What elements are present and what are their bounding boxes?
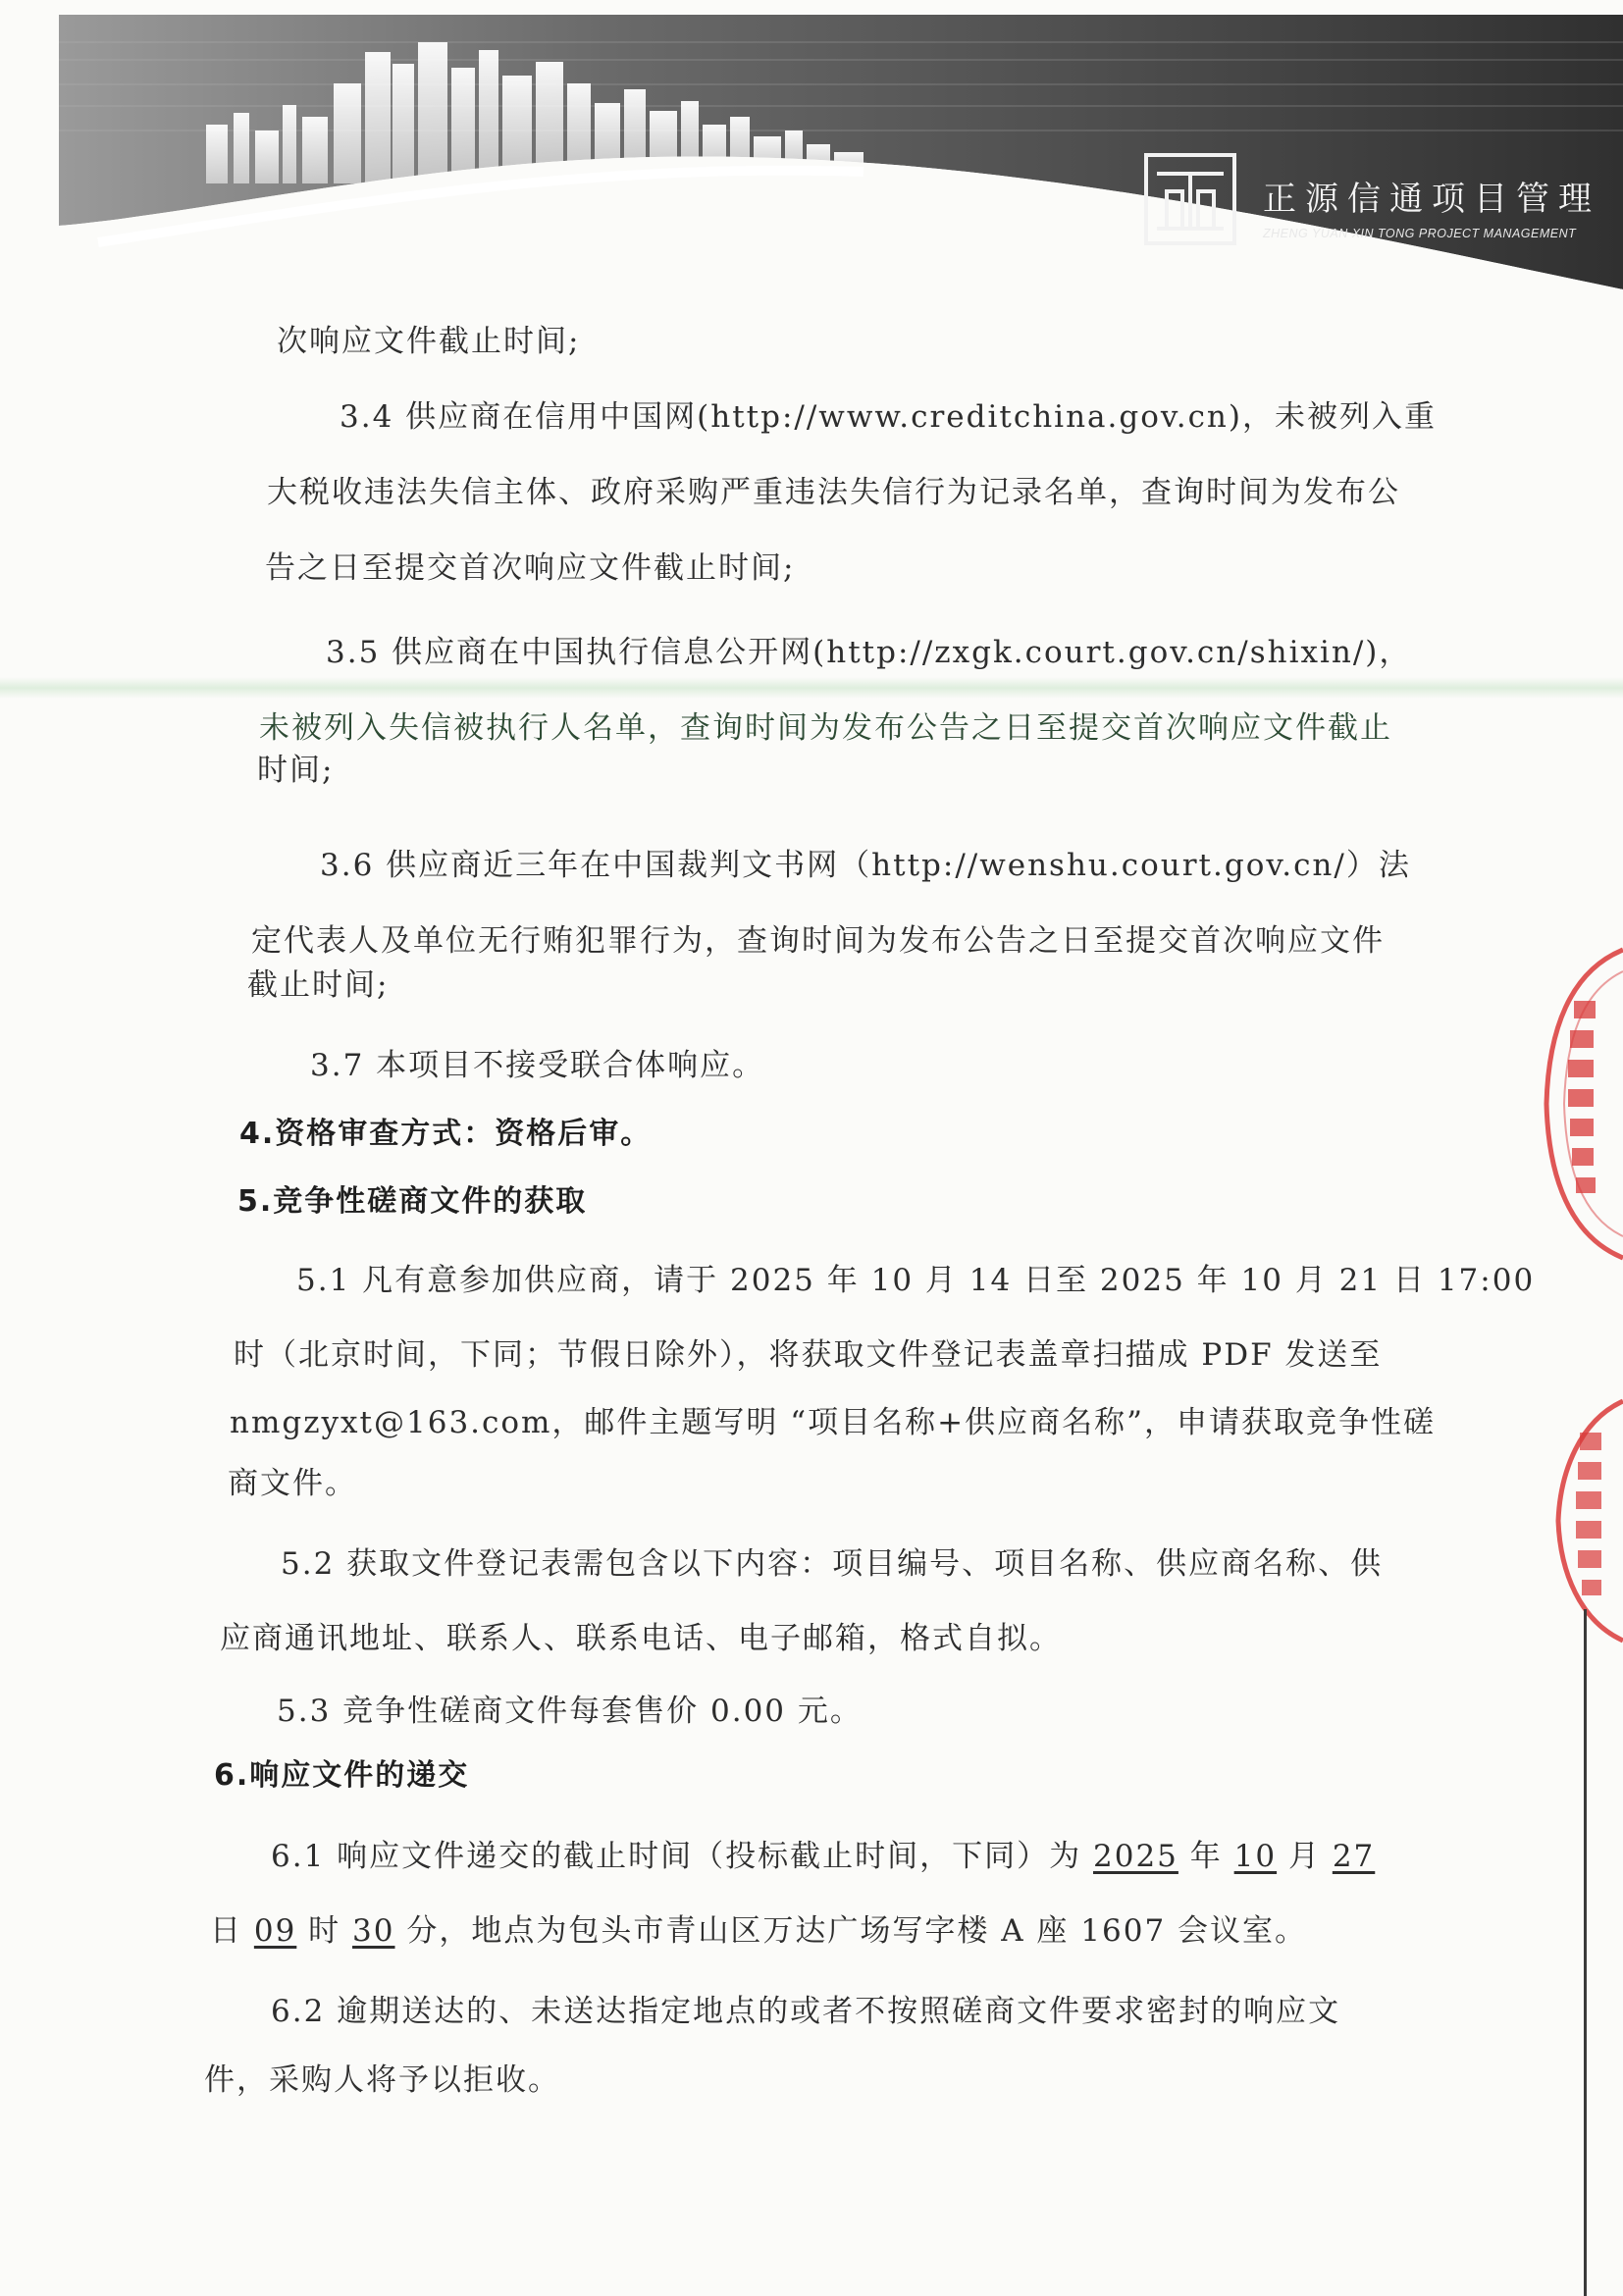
deadline-year: 2025	[1093, 1839, 1178, 1874]
text-line: 截止时间;	[247, 967, 390, 1003]
text-line: 3.5 供应商在中国执行信息公开网(http://zxgk.court.gov.cn/shixin/)，	[326, 635, 1412, 670]
header-banner	[59, 15, 1623, 289]
page-edge-line	[1584, 1609, 1587, 2296]
text-line: 商文件。	[228, 1466, 357, 1501]
text-line: 告之日至提交首次响应文件截止时间;	[265, 550, 796, 586]
text-line: 时间;	[257, 753, 335, 788]
text-line: 未被列入失信被执行人名单，查询时间为发布公告之日至提交首次响应文件截止	[259, 710, 1392, 746]
deadline-minute: 30	[352, 1913, 395, 1949]
section-heading-6: 6.响应文件的递交	[214, 1758, 470, 1793]
deadline-day: 27	[1332, 1839, 1376, 1874]
section-heading-4: 4.资格审查方式：资格后审。	[239, 1117, 653, 1151]
square-logo-icon	[1143, 152, 1237, 246]
text-line: nmgzyxt@163.com，邮件主题写明 “项目名称+供应商名称”，申请获取竞争性磋	[230, 1405, 1436, 1440]
text-line	[210, 1911, 1307, 1951]
text-line: 时（北京时间，下同；节假日除外），将获取文件登记表盖章扫描成 PDF 发送至	[234, 1337, 1383, 1373]
text-line: 定代表人及单位无行贿犯罪行为，查询时间为发布公告之日至提交首次响应文件	[251, 923, 1385, 959]
text-span: 日	[210, 1913, 254, 1949]
section-heading-5: 5.竞争性磋商文件的获取	[237, 1184, 588, 1219]
company-name-cn: 正源信通项目管理	[1263, 180, 1600, 219]
red-seal-stamp-lower	[1541, 1393, 1623, 1648]
text-span: 6.1 响应文件递交的截止时间（投标截止时间，下同）为	[271, 1839, 1094, 1874]
text-line: 5.2 获取文件登记表需包含以下内容：项目编号、项目名称、供应商名称、供	[281, 1546, 1384, 1582]
text-line: 5.1 凡有意参加供应商，请于 2025 年 10 月 14 日至 2025 年 10 月 21 日 17:00	[296, 1263, 1536, 1298]
text-span: 分，地点为包头市青山区万达广场写字楼 A 座 1607 会议室。	[394, 1913, 1308, 1949]
text-span: 月	[1277, 1839, 1333, 1874]
text-line: 大税收违法失信主体、政府采购严重违法失信行为记录名单，查询时间为发布公	[267, 475, 1400, 510]
text-line: 件，采购人将予以拒收。	[204, 2062, 560, 2098]
scan-artifact	[0, 677, 1623, 699]
company-name-en: ZHENG YUAN XIN TONG PROJECT MANAGEMENT	[1263, 227, 1577, 240]
text-line: 3.7 本项目不接受联合体响应。	[310, 1048, 765, 1083]
text-line: 6.2 逾期送达的、未送达指定地点的或者不按照磋商文件要求密封的响应文	[271, 1994, 1341, 2029]
deadline-month: 10	[1233, 1839, 1278, 1874]
text-line: 次响应文件截止时间;	[277, 324, 581, 359]
text-line: 3.6 供应商近三年在中国裁判文书网（http://wenshu.court.gov.cn/）法	[320, 848, 1411, 883]
company-brand	[1143, 152, 1623, 250]
text-span: 年	[1178, 1839, 1234, 1874]
text-line	[271, 1837, 1375, 1876]
red-seal-stamp-upper	[1531, 942, 1623, 1266]
text-line: 5.3 竞争性磋商文件每套售价 0.00 元。	[277, 1694, 863, 1729]
text-span: 时	[296, 1913, 353, 1949]
text-line: 应商通讯地址、联系人、联系电话、电子邮箱，格式自拟。	[220, 1621, 1062, 1656]
text-line: 3.4 供应商在信用中国网(http://www.creditchina.gov.cn)，未被列入重	[340, 399, 1437, 435]
deadline-hour: 09	[253, 1913, 297, 1949]
